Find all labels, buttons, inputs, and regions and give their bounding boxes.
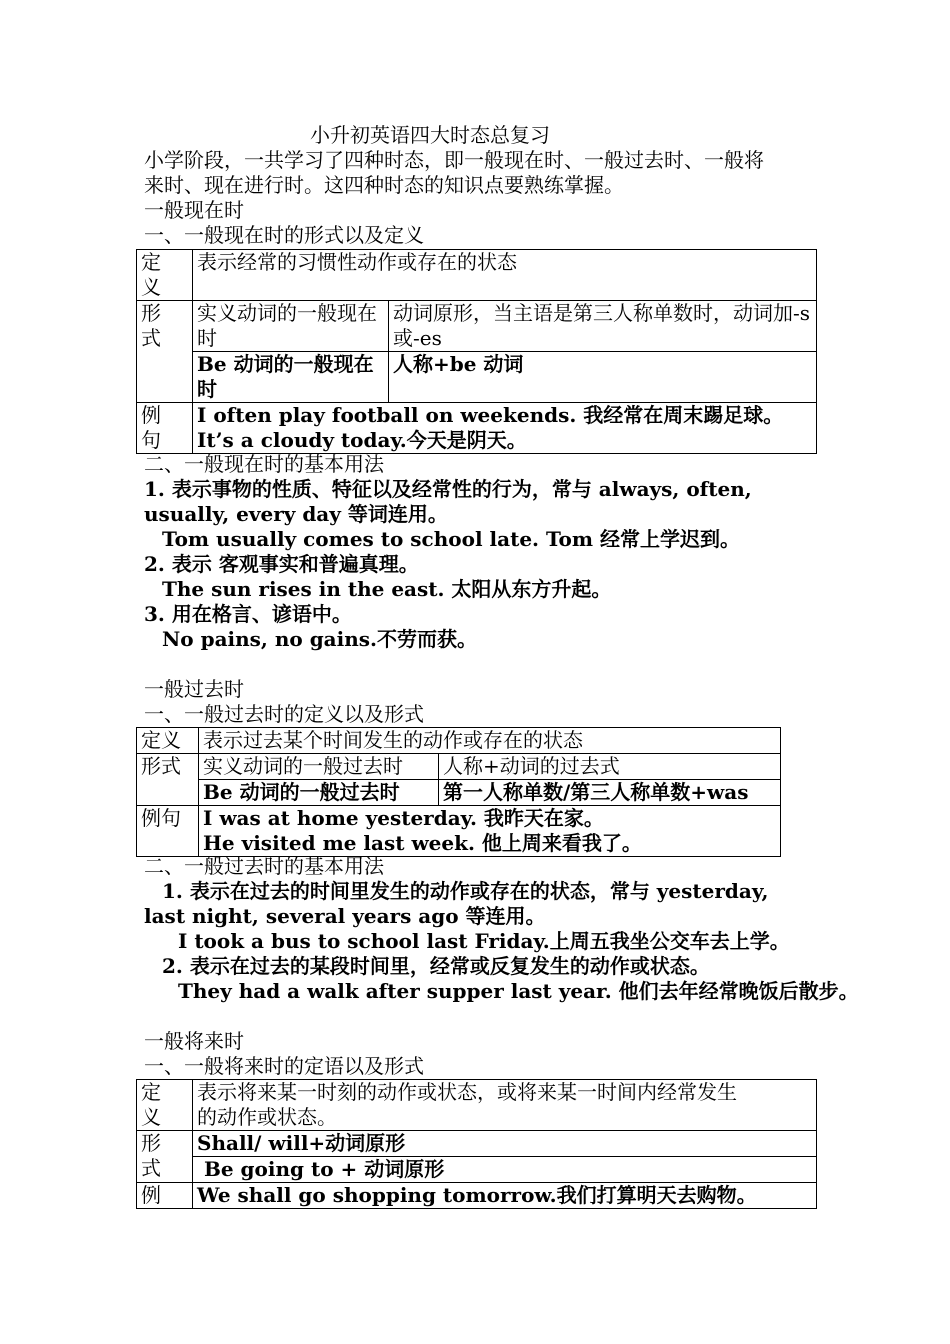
future-subheading-1: 一、一般将来时的定语以及形式 — [144, 1054, 424, 1078]
past-form-row1-rule: 人称+动词的过去式 — [439, 754, 781, 780]
present-form-row1-rule: 动词原形，当主语是第三人称单数时，动词加-s 或-es — [389, 301, 817, 352]
present-subheading-2: 二、一般现在时的基本用法 — [144, 452, 384, 476]
past-def-text: 表示过去某个时间发生的动作或存在的状态 — [199, 728, 781, 754]
past-form-label: 形式 — [137, 754, 199, 806]
present-form-row2-rule: 人称+be 动词 — [389, 352, 817, 403]
past-form-row2-name: Be 动词的一般过去时 — [199, 780, 439, 806]
present-example-2: It’s a cloudy today.今天是阴天。 — [197, 428, 527, 452]
past-example-2: He visited me last week. 他上周来看我了。 — [203, 831, 642, 855]
future-def-label: 定义 — [137, 1080, 193, 1131]
future-heading: 一般将来时 — [144, 1029, 244, 1053]
future-form-row2: Be going to + 动词原形 — [193, 1157, 817, 1183]
past-use-2-example: They had a walk after supper last year. 他们去年经常晚饭后散步。 — [178, 979, 859, 1003]
future-ex-label: 例 — [137, 1183, 193, 1209]
present-form-label: 形式 — [137, 301, 193, 403]
past-subheading-2: 二、一般过去时的基本用法 — [144, 854, 384, 878]
present-example-1: I often play football on weekends. 我经常在周末踢足球。 — [197, 403, 784, 427]
past-form-row2-rule: 第一人称单数/第三人称单数+was — [439, 780, 781, 806]
present-use-1-example: Tom usually comes to school late. Tom 经常上学迟到。 — [162, 527, 741, 551]
present-use-2: 2. 表示 客观事实和普遍真理。 — [144, 552, 419, 576]
present-def-text: 表示经常的习惯性动作或存在的状态 — [193, 250, 817, 301]
present-heading: 一般现在时 — [144, 198, 244, 222]
intro-line-1: 小学阶段，一共学习了四种时态，即一般现在时、一般过去时、一般将 — [144, 148, 764, 172]
present-form-row2-name: Be 动词的一般现在时 — [193, 352, 389, 403]
past-heading: 一般过去时 — [144, 677, 244, 701]
present-use-2-example: The sun rises in the east. 太阳从东方升起。 — [162, 577, 612, 601]
past-def-label: 定义 — [137, 728, 199, 754]
future-example-1: We shall go shopping tomorrow.我们打算明天去购物。 — [193, 1183, 817, 1209]
future-form-label: 形式 — [137, 1131, 193, 1183]
future-tense-table — [136, 1079, 817, 1209]
future-form-row1: Shall/ will+动词原形 — [193, 1131, 817, 1157]
future-def-line-2: 的动作或状态。 — [197, 1105, 337, 1129]
document-title: 小升初英语四大时态总复习 — [310, 123, 550, 147]
present-use-3: 3. 用在格言、谚语中。 — [144, 602, 352, 626]
past-example-1: I was at home yesterday. 我昨天在家。 — [203, 806, 604, 830]
present-tense-table — [136, 249, 817, 454]
past-ex-label: 例句 — [137, 806, 199, 857]
present-use-3-example: No pains, no gains.不劳而获。 — [162, 627, 477, 651]
past-tense-table — [136, 727, 781, 857]
future-def-line-1: 表示将来某一时刻的动作或状态，或将来某一时间内经常发生 — [197, 1080, 737, 1104]
present-ex-label: 例句 — [137, 403, 193, 454]
present-form-row1-name: 实义动词的一般现在时 — [193, 301, 389, 352]
present-use-1-line-1: 1. 表示事物的性质、特征以及经常性的行为，常与 always, often, — [144, 477, 752, 501]
present-def-label: 定义 — [137, 250, 193, 301]
past-use-1-line-1: 1. 表示在过去的时间里发生的动作或存在的状态，常与 yesterday, — [162, 879, 769, 903]
present-use-1-line-2: usually, every day 等词连用。 — [144, 502, 448, 526]
past-form-row1-name: 实义动词的一般过去时 — [199, 754, 439, 780]
past-use-1-line-2: last night, several years ago 等连用。 — [144, 904, 546, 928]
present-subheading-1: 一、一般现在时的形式以及定义 — [144, 223, 424, 247]
intro-line-2: 来时、现在进行时。这四种时态的知识点要熟练掌握。 — [144, 173, 624, 197]
past-use-2: 2. 表示在过去的某段时间里，经常或反复发生的动作或状态。 — [162, 954, 710, 978]
past-subheading-1: 一、一般过去时的定义以及形式 — [144, 702, 424, 726]
past-use-1-example: I took a bus to school last Friday.上周五我坐公交车去上学。 — [178, 929, 790, 953]
